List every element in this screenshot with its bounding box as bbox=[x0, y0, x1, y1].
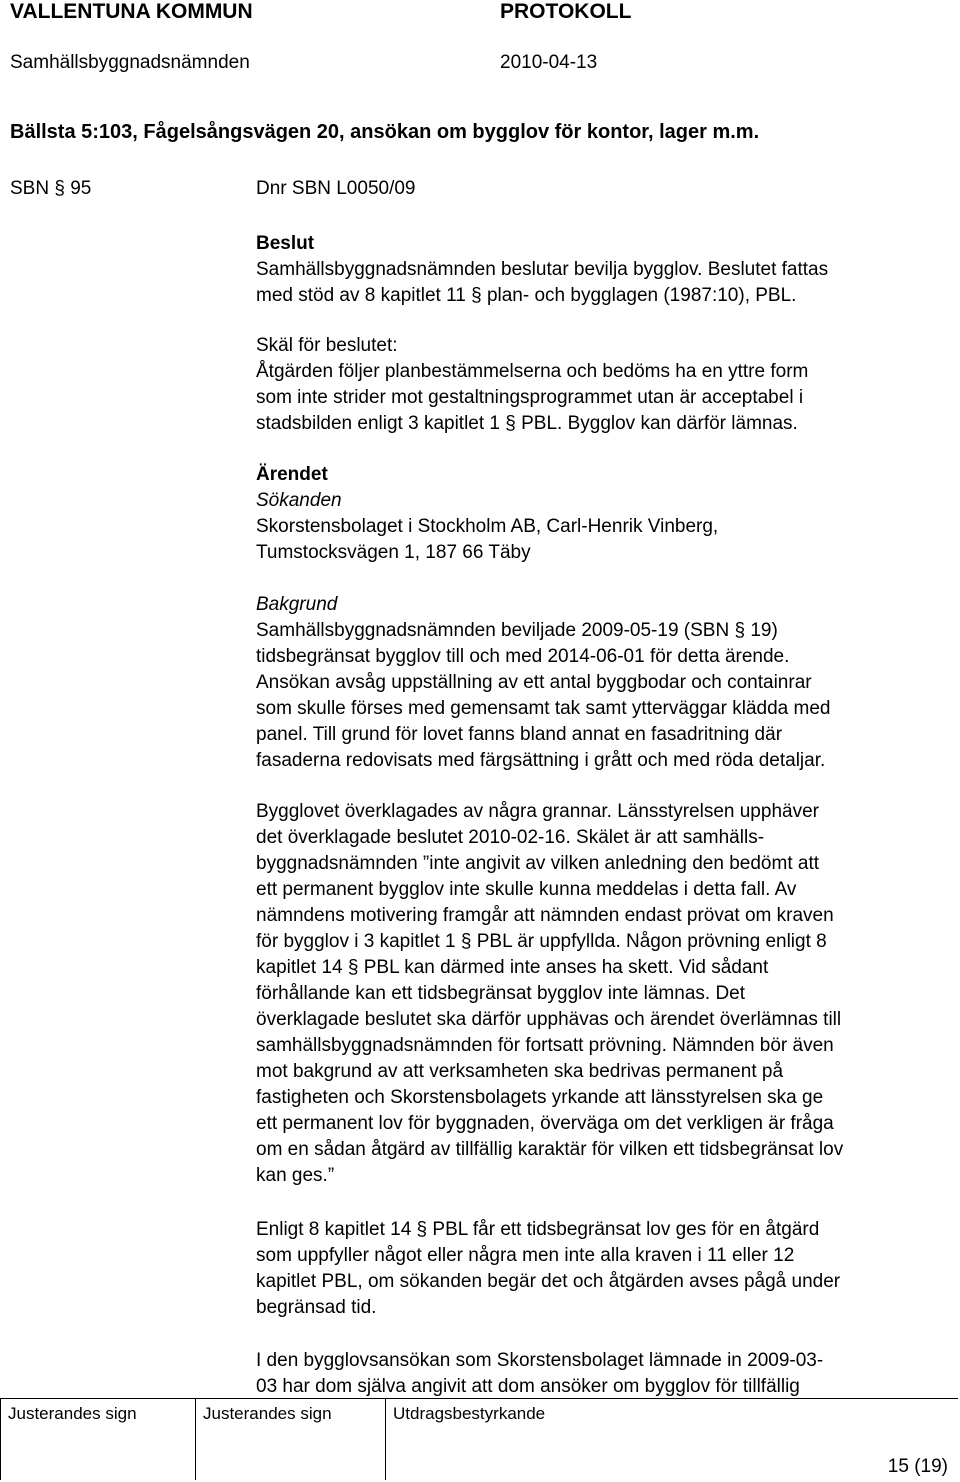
text-line: Samhällsbyggnadsnämnden beviljade 2009-05-19 (SBN § 19) bbox=[256, 620, 778, 641]
text-line: 03 har dom själva angivit att dom ansöker om bygglov för tillfällig bbox=[256, 1376, 800, 1397]
skal-heading: Skäl för beslutet: bbox=[256, 335, 398, 356]
bakgrund-paragraph-1 bbox=[256, 618, 830, 774]
text-line: kan ges.” bbox=[256, 1165, 335, 1186]
text-line: samhällsbyggnadsnämnden för fortsatt prövning. Nämnden bör även bbox=[256, 1035, 834, 1056]
text-line: som inte strider mot gestaltningsprogrammet utan är acceptabel i bbox=[256, 387, 804, 408]
text-line: om en sådan åtgärd av tillfällig karaktär för vilken ett tidsbegränsat lov bbox=[256, 1139, 844, 1160]
text-line: nämndens motivering framgår att nämnden endast prövat om kraven bbox=[256, 905, 834, 926]
meeting-date: 2010-04-13 bbox=[500, 52, 598, 73]
text-line: Tumstocksvägen 1, 187 66 Täby bbox=[256, 542, 531, 563]
bakgrund-heading: Bakgrund bbox=[256, 594, 338, 615]
text-line: med stöd av 8 kapitlet 11 § plan- och bygglagen (1987:10), PBL. bbox=[256, 285, 797, 306]
bakgrund-paragraph-4 bbox=[256, 1348, 823, 1400]
text-line: för bygglov i 3 kapitlet 1 § PBL är uppfyllda. Någon prövning enligt 8 bbox=[256, 931, 827, 952]
signature-footer bbox=[0, 1398, 958, 1480]
page-number: 15 (19) bbox=[887, 1456, 948, 1477]
doc-type: PROTOKOLL bbox=[500, 0, 632, 23]
paragraph-number: SBN § 95 bbox=[10, 178, 92, 199]
text-line: Bygglovet överklagades av några grannar. Länsstyrelsen upphäver bbox=[256, 801, 819, 822]
justerandes-sign-2: Justerandes sign bbox=[203, 1404, 332, 1423]
bakgrund-paragraph-2 bbox=[256, 799, 843, 1189]
footer-cell-border bbox=[195, 1398, 196, 1480]
footer-divider bbox=[0, 1398, 958, 1399]
text-line: Ansökan avsåg uppställning av ett antal byggbodar och containrar bbox=[256, 672, 812, 693]
text-line: I den bygglovsansökan som Skorstensbolaget lämnade in 2009-03- bbox=[256, 1350, 824, 1371]
case-number: Dnr SBN L0050/09 bbox=[256, 178, 416, 199]
sokanden-text bbox=[256, 514, 718, 566]
beslut-heading: Beslut bbox=[256, 233, 315, 254]
case-title: Bällsta 5:103, Fågelsångsvägen 20, ansökan om bygglov för kontor, lager m.m. bbox=[10, 121, 760, 143]
text-line: mot bakgrund av att verksamheten ska bedrivas permanent på bbox=[256, 1061, 784, 1082]
bakgrund-paragraph-3 bbox=[256, 1217, 840, 1321]
text-line: det överklagade beslutet 2010-02-16. Skälet är att samhälls- bbox=[256, 827, 765, 848]
text-line: ett permanent bygglov inte skulle kunna meddelas i detta fall. Av bbox=[256, 879, 797, 900]
justerandes-sign-1: Justerandes sign bbox=[8, 1404, 137, 1423]
text-line: kapitlet PBL, om sökanden begär det och åtgärden avses pågå under bbox=[256, 1271, 841, 1292]
text-line: kapitlet 14 § PBL kan därmed inte anses ha skett. Vid sådant bbox=[256, 957, 769, 978]
text-line: Enligt 8 kapitlet 14 § PBL får ett tidsbegränsat lov ges för en åtgärd bbox=[256, 1219, 820, 1240]
footer-cell-border bbox=[0, 1398, 1, 1480]
committee-name: Samhällsbyggnadsnämnden bbox=[10, 52, 250, 73]
text-line: fastigheten och Skorstensbolagets yrkande att länsstyrelsen ska ge bbox=[256, 1087, 824, 1108]
skal-text bbox=[256, 359, 808, 437]
text-line: Samhällsbyggnadsnämnden beslutar bevilja bygglov. Beslutet fattas bbox=[256, 259, 829, 280]
text-line: begränsad tid. bbox=[256, 1297, 377, 1318]
arendet-heading: Ärendet bbox=[256, 464, 328, 485]
text-line: ett permanent lov för byggnaden, överväga om det verkligen är fråga bbox=[256, 1113, 834, 1134]
text-line: Åtgärden följer planbestämmelserna och bedöms ha en yttre form bbox=[256, 361, 809, 382]
text-line: Skorstensbolaget i Stockholm AB, Carl-Henrik Vinberg, bbox=[256, 516, 719, 537]
text-line: byggnadsnämnden ”inte angivit av vilken anledning den bedömt att bbox=[256, 853, 819, 874]
text-line: som skulle förses med gemensamt tak samt ytterväggar klädda med bbox=[256, 698, 831, 719]
footer-cell-border bbox=[385, 1398, 386, 1480]
beslut-text bbox=[256, 257, 828, 309]
text-line: förhållande kan ett tidsbegränsat bygglov inte lämnas. Det bbox=[256, 983, 746, 1004]
org-name: VALLENTUNA KOMMUN bbox=[10, 0, 253, 23]
text-line: tidsbegränsat bygglov till och med 2014-06-01 för detta ärende. bbox=[256, 646, 790, 667]
sokanden-heading: Sökanden bbox=[256, 490, 342, 511]
text-line: panel. Till grund för lovet fanns bland annat en fasadritning där bbox=[256, 724, 783, 745]
utdragsbestyrkande: Utdragsbestyrkande bbox=[393, 1404, 546, 1423]
text-line: stadsbilden enligt 3 kapitlet 1 § PBL. Bygglov kan därför lämnas. bbox=[256, 413, 798, 434]
text-line: överklagade beslutet ska därför upphävas och ärendet överlämnas till bbox=[256, 1009, 842, 1030]
text-line: som uppfyller något eller några men inte alla kraven i 11 eller 12 bbox=[256, 1245, 795, 1266]
text-line: fasaderna redovisats med färgsättning i grått och med röda detaljar. bbox=[256, 750, 826, 771]
